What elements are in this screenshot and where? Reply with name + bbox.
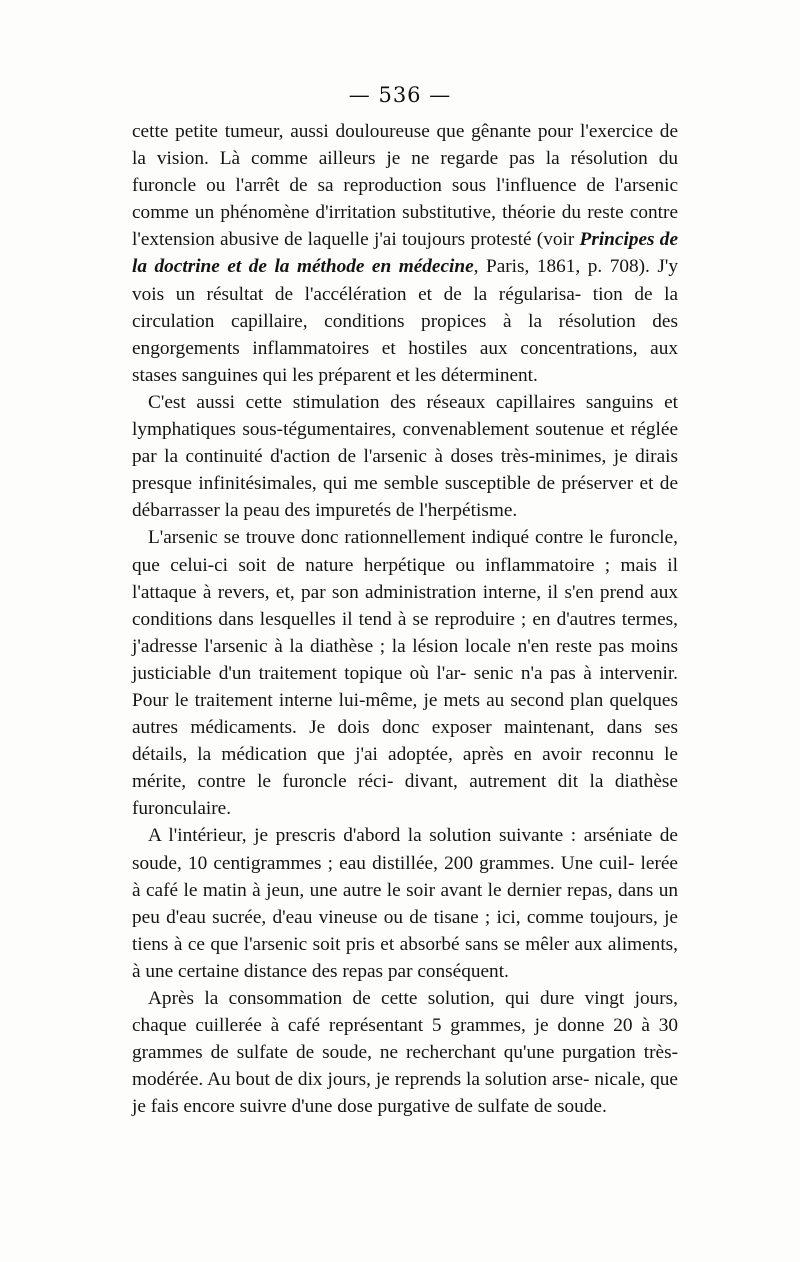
book-title-reference: Principes de la doctrine et de la méthode en médecine	[132, 229, 679, 278]
body-text	[132, 118, 678, 1120]
paragraph-4	[132, 822, 678, 985]
paragraph-2-text: C'est aussi cette stimulation des réseaux capillaires sanguins et lymphatiques sous-tégumentaires, convenablement soutenue et réglée par la continuité d'action de l'arsenic à doses très-minimes, je dirais presque infinitésimales, qui me semble susceptible de préserver et de débarrasser la peau des impuretés de l'herpétisme.	[132, 391, 678, 522]
paragraph-5-text: Après la consommation de cette solution, qui dure vingt jours, chaque cuillerée à café représentant 5 grammes, je donne 20 à 30 grammes de sulfate de soude, ne recherchant qu'une purgation très-modérée. Au bout de dix jours, je reprends la solution arse- nicale, que je fais encore suivre d'une dose purgative de sulfate de soude.	[132, 988, 678, 1118]
paragraph-1-text-b: , Paris, 1861, p. 708). J'y vois un résultat de l'accélération et de la régularisa- tion de la circulation capillaire, conditions propices à la résolution des engorgements inflammatoires et hostiles aux concentrations, aux stases sanguines qui les préparent et les déterminent.	[132, 256, 678, 386]
paragraph-4-text: A l'intérieur, je prescris d'abord la solution suivante : arséniate de soude, 10 centigrammes ; eau distillée, 200 grammes. Une cuil- lerée à café le matin à jeun, une autre le soir avant le dernier repas, dans un peu d'eau sucrée, d'eau vineuse ou de tisane ; ici, comme toujours, je tiens à ce que l'arsenic soit pris et absorbé sans se mêler aux aliments, à une certaine distance des repas par conséquent.	[132, 825, 678, 982]
page-number: — 536 —	[348, 83, 452, 107]
paragraph-2	[132, 389, 678, 524]
paragraph-1-text-a: cette petite tumeur, aussi douloureuse que gênante pour l'exercice de la vision. Là comme ailleurs je ne regarde pas la résolution du furoncle ou l'arrêt de sa reproduction sous l'influence de l'arsenic comme un phénomène d'irritation substitutive, théorie du reste contre l'extension abusive de laquelle j'ai toujours protesté (voir	[132, 121, 678, 251]
paragraph-3	[132, 524, 678, 822]
paragraph-1	[132, 118, 678, 389]
paragraph-3-text: L'arsenic se trouve donc rationnellement indiqué contre le furoncle, que celui-ci soit de nature herpétique ou inflammatoire ; mais il l'attaque à revers, et, par son administration interne, il s'en prend aux conditions dans lesquelles il tend à se reproduire ; en d'autres termes, j'adresse l'arsenic à la diathèse ; la lésion locale n'en reste pas moins justiciable d'un traitement topique où l'ar- senic n'a pas à intervenir. Pour le traitement interne lui-même, je mets au second plan quelques autres médicaments. Je dois donc exposer maintenant, dans ses détails, la médication que j'ai adoptée, après en avoir reconnu le mérite, contre le furoncle réci- divant, autrement dit la diathèse furonculaire.	[132, 527, 678, 820]
paragraph-5	[132, 985, 678, 1120]
